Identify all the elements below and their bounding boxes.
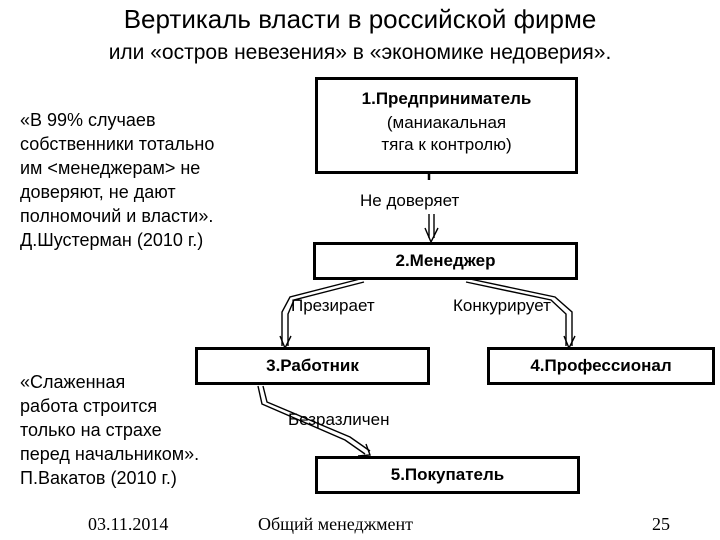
node-buyer-title: 5.Покупатель [390, 465, 505, 484]
footer-date: 03.11.2014 [88, 514, 169, 534]
node-entrepreneur-title: 1.Предприниматель [361, 89, 532, 108]
edge-label-competes: Конкурирует [453, 296, 551, 315]
node-professional [487, 347, 715, 385]
edge-label-indifferent: Безразличен [288, 410, 390, 429]
quote-shusterman: «В 99% случаев собственники тотально им <менеджерам> не доверяют, не дают полномочий и власти». Д.Шустерман (2010 г.) [20, 110, 215, 250]
footer-page-number: 25 [652, 514, 670, 534]
node-entrepreneur-line1: (маниакальная [386, 113, 507, 132]
arrow-entrepreneur-manager [425, 214, 438, 242]
footer-course: Общий менеджмент [258, 514, 414, 534]
node-entrepreneur [315, 77, 578, 174]
node-manager-title: 2.Менеджер [395, 251, 496, 270]
node-worker-title: 3.Работник [266, 356, 359, 375]
node-buyer [315, 456, 580, 494]
quote-vakatov: «Слаженная работа строится только на страхе перед начальником». П.Вакатов (2010 г.) [20, 372, 200, 488]
node-manager [313, 242, 578, 280]
node-entrepreneur-line2: тяга к контролю) [381, 135, 512, 154]
edge-label-distrusts: Не доверяет [360, 191, 460, 210]
node-worker [195, 347, 430, 385]
node-professional-title: 4.Профессионал [530, 356, 672, 375]
slide-title: Вертикаль власти в российской фирме [123, 4, 597, 34]
edge-label-despises: Презирает [291, 296, 375, 315]
slide-subtitle: или «остров невезения» в «экономике недоверия». [108, 41, 612, 64]
